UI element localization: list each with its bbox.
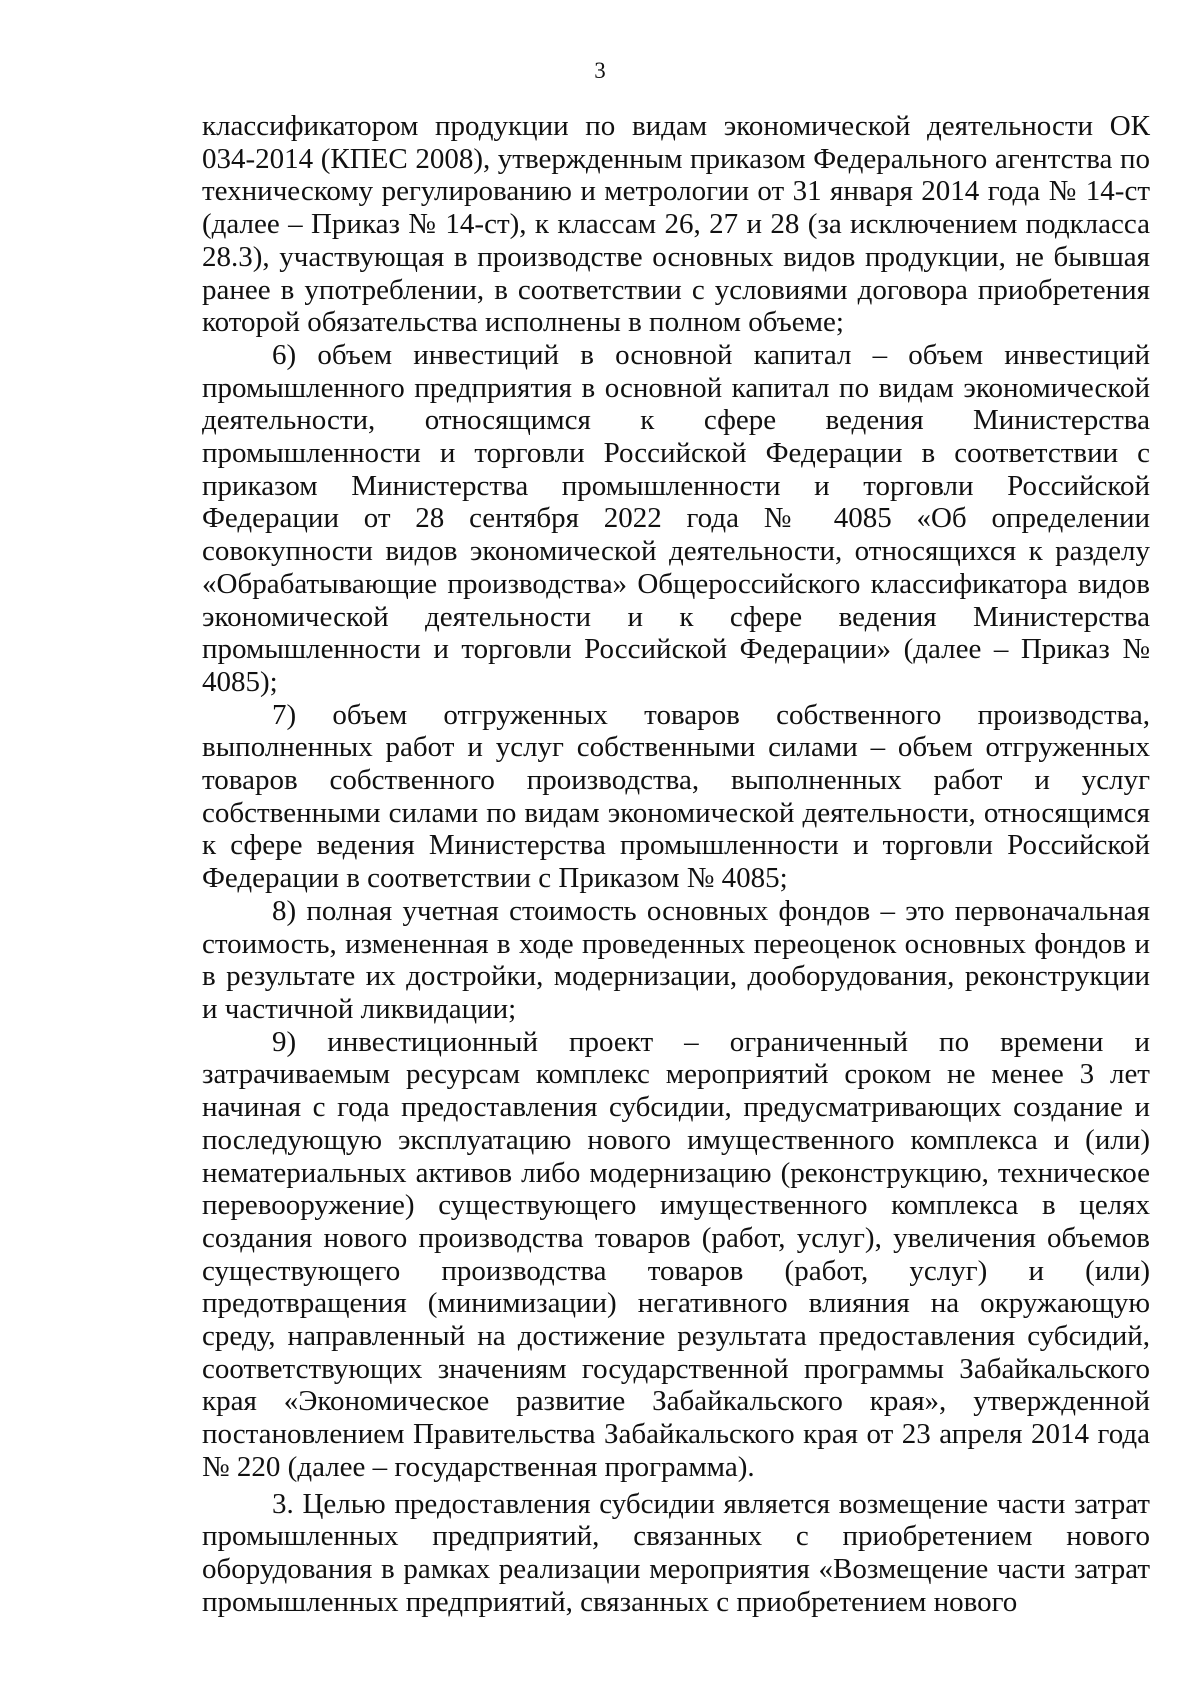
page-number: 3 — [594, 58, 606, 83]
paragraph-item-6: 6) объем инвестиций в основной капитал – объем инвестиций промышленного предприятия в основной капитал по видам экономической деятельности, относящимся к сфере ведения Министерства промышленности и торговли Российской Федерации в соответствии с приказом Министерства промышленности и торговли Российской Федерации от 28 сентября 2022 года № 4085 «Об определении совокупности видов экономической деятельности, относящихся к разделу «Обрабатывающие производства» Общероссийского классификатора видов экономической деятельности и к сфере ведения Министерства промышленности и торговли Российской Федерации» (далее – Приказ № 4085); — [202, 338, 1150, 698]
paragraph-continuation: классификатором продукции по видам экономической деятельности ОК 034-2014 (КПЕС 2008), утвержденным приказом Федерального агентства по техническому регулированию и метрологии от 31 января 2014 года № 14-ст (далее – Приказ № 14-ст), к классам 26, 27 и 28 (за исключением подкласса 28.3), участвующая в производстве основных видов продукции, не бывшая ранее в употреблении, в соответствии с условиями договора приобретения которой обязательства исполнены в полном объеме; — [202, 110, 1150, 339]
paragraph-section-3: 3. Целью предоставления субсидии является возмещение части затрат промышленных предприятий, связанных с приобретением нового оборудования в рамках реализации мероприятия «Возмещение части затрат промышленных предприятий, связанных с приобретением нового — [202, 1487, 1150, 1618]
document-body — [202, 110, 1150, 1618]
paragraph-item-9: 9) инвестиционный проект – ограниченный по времени и затрачиваемым ресурсам комплекс мероприятий сроком не менее 3 лет начиная с года предоставления субсидии, предусматривающих создание и последующую эксплуатацию нового имущественного комплекса и (или) нематериальных активов либо модернизацию (реконструкцию, техническое перевооружение) существующего имущественного комплекса в целях создания нового производства товаров (работ, услуг), увеличения объемов существующего производства товаров (работ, услуг) и (или) предотвращения (минимизации) негативного влияния на окружающую среду, направленный на достижение результата предоставления субсидий, соответствующих значениям государственной программы Забайкальского края «Экономическое развитие Забайкальского края», утвержденной постановлением Правительства Забайкальского края от 23 апреля 2014 года № 220 (далее – государственная программа). — [202, 1025, 1150, 1483]
paragraph-item-8: 8) полная учетная стоимость основных фондов – это первоначальная стоимость, измененная в ходе проведенных переоценок основных фондов и в результате их достройки, модернизации, дооборудования, реконструкции и частичной ликвидации; — [202, 894, 1150, 1025]
paragraph-item-7: 7) объем отгруженных товаров собственного производства, выполненных работ и услуг собственными силами – объем отгруженных товаров собственного производства, выполненных работ и услуг собственными силами по видам экономической деятельности, относящимся к сфере ведения Министерства промышленности и торговли Российской Федерации в соответствии с Приказом № 4085; — [202, 698, 1150, 895]
